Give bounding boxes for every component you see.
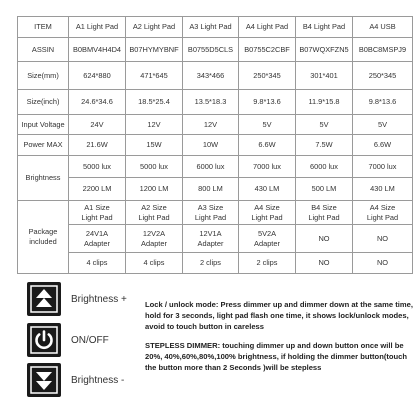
- table-cell: 430 LM: [353, 178, 413, 201]
- table-cell: 624*880: [69, 62, 126, 90]
- cell-line: Light Pad: [308, 212, 340, 222]
- table-cell: B0BMV4H4D4: [69, 38, 126, 62]
- power-label: ON/OFF: [71, 334, 109, 346]
- table-cell: 12V: [126, 115, 183, 135]
- table-cell: [353, 201, 413, 225]
- cell-line: Adapter: [197, 238, 224, 248]
- table-cell: [183, 225, 239, 253]
- table-row: [18, 115, 413, 135]
- header-cell: A4 Light Pad: [239, 17, 296, 38]
- cell-line: Light Pad: [138, 212, 170, 222]
- cell-line: 12V1A: [199, 228, 222, 238]
- package-label-line: Package: [28, 227, 58, 236]
- table-cell: [296, 225, 353, 253]
- cell-line: Light Pad: [366, 212, 399, 222]
- cell-line: A4 Size: [254, 202, 280, 212]
- row-label: Size(inch): [18, 90, 69, 115]
- table-cell: 250*345: [353, 62, 413, 90]
- table-cell: 18.5*25.4: [126, 90, 183, 115]
- cell-line: A2 Size: [141, 202, 167, 212]
- table-cell: NO: [296, 253, 353, 274]
- header-cell: A2 Light Pad: [126, 17, 183, 38]
- header-cell: A4 USB: [353, 17, 413, 38]
- table-cell: 13.5*18.3: [183, 90, 239, 115]
- table-cell: NO: [353, 253, 413, 274]
- cell-line: Adapter: [254, 238, 280, 248]
- spec-table: [17, 16, 413, 274]
- table-cell: 4 clips: [69, 253, 126, 274]
- table-cell: 11.9*15.8: [296, 90, 353, 115]
- header-cell: A1 Light Pad: [69, 17, 126, 38]
- table-cell: 6.6W: [353, 135, 413, 156]
- table-cell: [126, 225, 183, 253]
- table-cell: 12V: [183, 115, 239, 135]
- table-row: [18, 253, 413, 274]
- table-cell: 7000 lux: [239, 156, 296, 178]
- table-cell: 24.6*34.6: [69, 90, 126, 115]
- cell-line: 24V1A: [85, 228, 109, 238]
- table-cell: 5V: [239, 115, 296, 135]
- table-cell: B07WQXFZN5: [296, 38, 353, 62]
- table-cell: [296, 201, 353, 225]
- row-label: Power MAX: [18, 135, 69, 156]
- table-cell: 6.6W: [239, 135, 296, 156]
- cell-line: NO: [318, 233, 330, 243]
- table-cell: 4 clips: [126, 253, 183, 274]
- row-label: Brightness: [18, 156, 69, 201]
- row-label: [18, 201, 69, 274]
- brightness-up-row: [27, 282, 127, 316]
- table-cell: 7000 lux: [353, 156, 413, 178]
- cell-line: NO: [376, 233, 389, 243]
- table-cell: B0755D5CLS: [183, 38, 239, 62]
- table-cell: 250*345: [239, 62, 296, 90]
- brightness-up-icon: [27, 282, 61, 316]
- table-cell: 1200 LM: [126, 178, 183, 201]
- table-cell: [239, 201, 296, 225]
- power-row: [27, 323, 109, 357]
- row-label: ASSIN: [18, 38, 69, 62]
- table-cell: 5V: [296, 115, 353, 135]
- table-row: [18, 225, 413, 253]
- table-cell: B0BC8MSPJ9: [353, 38, 413, 62]
- table-cell: 6000 lux: [183, 156, 239, 178]
- header-cell: A3 Light Pad: [183, 17, 239, 38]
- table-row: [18, 38, 413, 62]
- table-row: [18, 90, 413, 115]
- cell-line: Adapter: [141, 238, 167, 248]
- table-cell: 500 LM: [296, 178, 353, 201]
- instructions: [145, 299, 413, 381]
- cell-line: A3 Size: [197, 202, 224, 212]
- table-cell: [126, 201, 183, 225]
- table-cell: 24V: [69, 115, 126, 135]
- table-row: [18, 156, 413, 178]
- lock-mode-note: Lock / unlock mode: Press dimmer up and dimmer down at the same time, hold for 3 seconds, light pad flash one time, it shows lock/unlock modes, avoid to touch button in careless: [145, 300, 413, 331]
- table-cell: 800 LM: [183, 178, 239, 201]
- row-label: Size(mm): [18, 62, 69, 90]
- table-cell: 2200 LM: [69, 178, 126, 201]
- table-cell: 471*645: [126, 62, 183, 90]
- cell-line: Adapter: [84, 238, 110, 248]
- table-row: [18, 178, 413, 201]
- table-row: [18, 135, 413, 156]
- brightness-down-icon: [27, 363, 61, 397]
- table-cell: 301*401: [296, 62, 353, 90]
- table-row: [18, 62, 413, 90]
- table-cell: 5V: [353, 115, 413, 135]
- table-cell: 2 clips: [239, 253, 296, 274]
- cell-line: Light Pad: [81, 212, 113, 222]
- table-header-row: [18, 17, 413, 38]
- cell-line: B4 Size: [311, 202, 337, 212]
- stepless-dimmer-note: STEPLESS DIMMER: touching dimmer up and down button once will be 20%, 40%,60%,80%,100% brightness, if holding the dimmer button(touch the button more than 2 Seconds )will be stepless: [145, 341, 408, 372]
- cell-line: A4 Size: [369, 202, 396, 212]
- table-cell: 5000 lux: [69, 156, 126, 178]
- header-cell: B4 Light Pad: [296, 17, 353, 38]
- table-cell: [69, 201, 126, 225]
- power-icon: [27, 323, 61, 357]
- table-cell: 2 clips: [183, 253, 239, 274]
- table-cell: 15W: [126, 135, 183, 156]
- cell-line: Light Pad: [251, 212, 283, 222]
- table-cell: [183, 201, 239, 225]
- table-cell: [353, 225, 413, 253]
- cell-line: Light Pad: [194, 212, 227, 222]
- cell-line: 12V2A: [142, 228, 166, 238]
- table-cell: [239, 225, 296, 253]
- table-cell: 430 LM: [239, 178, 296, 201]
- brightness-down-row: [27, 363, 124, 397]
- table-cell: 7.5W: [296, 135, 353, 156]
- table-row: [18, 201, 413, 225]
- table-cell: B0755C2CBF: [239, 38, 296, 62]
- cell-line: 5V2A: [257, 228, 277, 238]
- package-label-line: included: [29, 237, 57, 246]
- table-cell: 21.6W: [69, 135, 126, 156]
- cell-line: A1 Size: [84, 202, 110, 212]
- table-cell: B07HYMYBNF: [126, 38, 183, 62]
- table-cell: 5000 lux: [126, 156, 183, 178]
- brightness-up-label: Brightness +: [71, 293, 127, 305]
- brightness-down-label: Brightness -: [71, 374, 125, 386]
- header-cell: ITEM: [18, 17, 69, 38]
- table-cell: 10W: [183, 135, 239, 156]
- table-cell: 9.8*13.6: [239, 90, 296, 115]
- table-cell: [69, 225, 126, 253]
- row-label: Input Voltage: [18, 115, 69, 135]
- table-cell: 9.8*13.6: [353, 90, 413, 115]
- table-cell: 343*466: [183, 62, 239, 90]
- table-cell: 6000 lux: [296, 156, 353, 178]
